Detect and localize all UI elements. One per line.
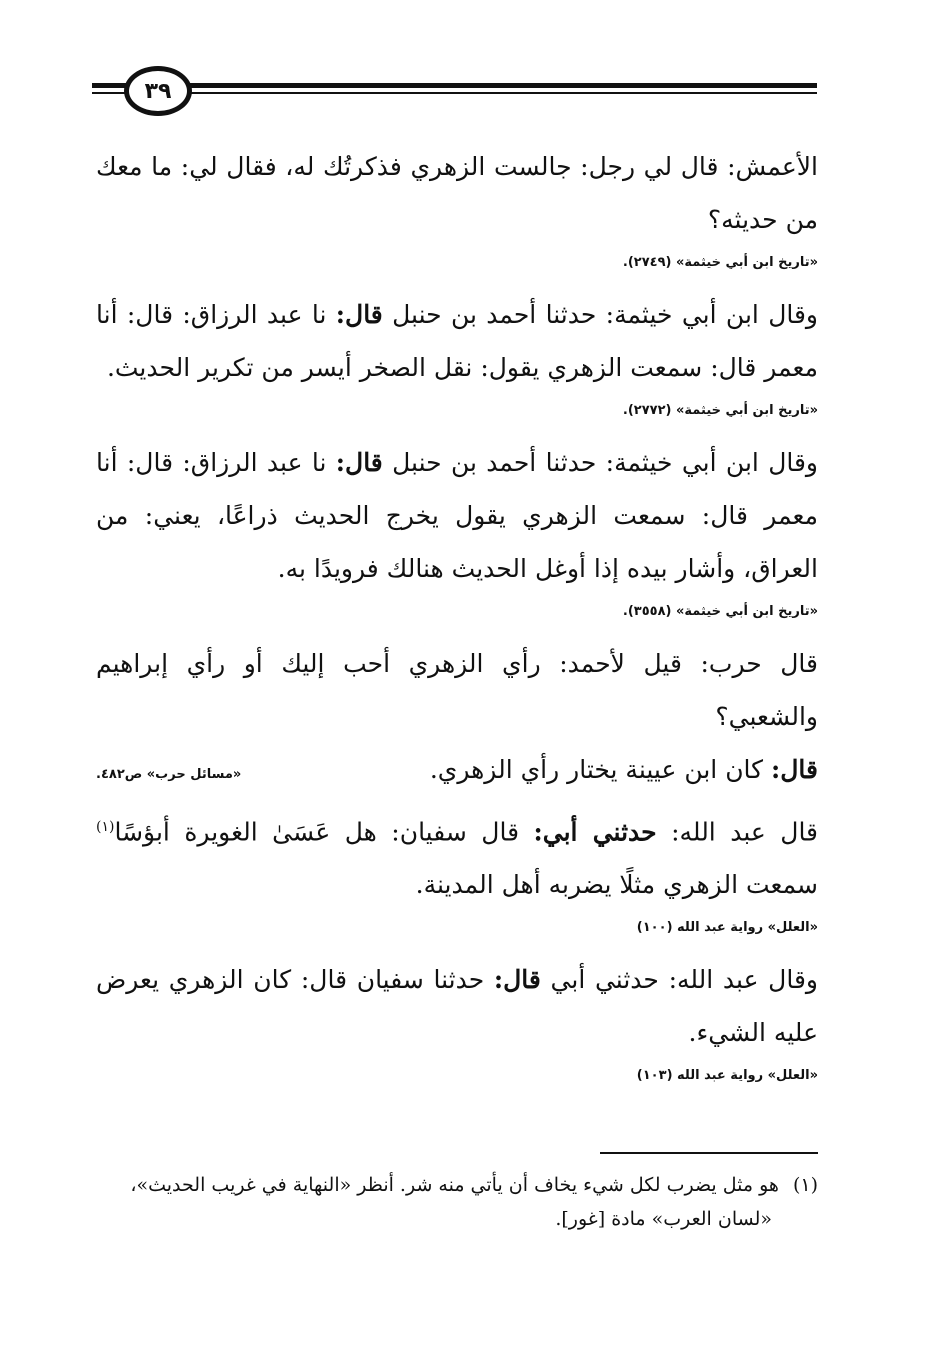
citation-4: «مسائل حرب» ص٤٨٢. (96, 767, 242, 782)
page-header (92, 70, 817, 112)
paragraph-4: قال حرب: قيل لأحمد: رأي الزهري أحب إليك أو رأي إبراهيم والشعبي؟ (96, 649, 818, 731)
footnote-line-2: «لسان العرب» مادة [غور]. (555, 1208, 772, 1230)
footnote-ref[interactable]: (١) (96, 819, 115, 835)
footnote-line-1: هو مثل يضرب لكل شيء يخاف أن يأتي منه شر. أنظر «النهاية في غريب الحديث»، (130, 1174, 779, 1196)
footnote-divider (600, 1152, 818, 1154)
paragraph-3: وقال ابن أبي خيثمة: حدثنا أحمد بن حنبل قال: نا عبد الرزاق: قال: أنا معمر قال: سمعت الزهري يقول يخرج الحديث ذراعًا، يعني: من العراق، وأشار بيده إذا أوغل الحديث هنالك فرويدًا به. (96, 448, 819, 583)
paragraph-1: الأعمش: قال لي رجل: جالست الزهري فذكرتُك له، فقال لي: ما معك من حديثه؟ (96, 152, 818, 234)
citation-6: «العلل» رواية عبد الله (١٠٣) (636, 1068, 818, 1084)
paragraph-6: قال عبد الله: حدثني أبي: قال سفيان: هل عَسَىٰ الغويرة أبؤسًا$^{(١)}$ سمعت الزهري مثلًا يضربه أهل المدينة. (96, 817, 819, 900)
page-number-badge (124, 66, 192, 116)
page-number: ٣٩ (144, 78, 172, 104)
footnote (96, 1168, 818, 1236)
citation-3: «تاريخ ابن أبي خيثمة» (٣٥٥٨). (622, 604, 818, 619)
paragraph-5: قال: كان ابن عيينة يختار رأي الزهري. «مسائل حرب» ص٤٨٢. (96, 743, 818, 801)
header-rule-thin (92, 92, 817, 94)
paragraph-7: وقال عبد الله: حدثني أبي قال: حدثنا سفيان قال: كان الزهري يعرض عليه الشيء. (96, 965, 818, 1048)
page-body (96, 140, 818, 1101)
citation-1: «تاريخ ابن أبي خيثمة» (٢٧٤٩). (622, 255, 818, 270)
citation-2: «تاريخ ابن أبي خيثمة» (٢٧٧٢). (622, 403, 818, 418)
header-rule-thick (92, 83, 817, 88)
citation-5: «العلل» رواية عبد الله (١٠٠) (636, 920, 818, 936)
footnote-number: (١) (792, 1174, 818, 1196)
paragraph-2: وقال ابن أبي خيثمة: حدثنا أحمد بن حنبل قال: نا عبد الرزاق: قال: أنا معمر قال: سمعت الزهري يقول: نقل الصخر أيسر من تكرير الحديث. (96, 300, 819, 382)
